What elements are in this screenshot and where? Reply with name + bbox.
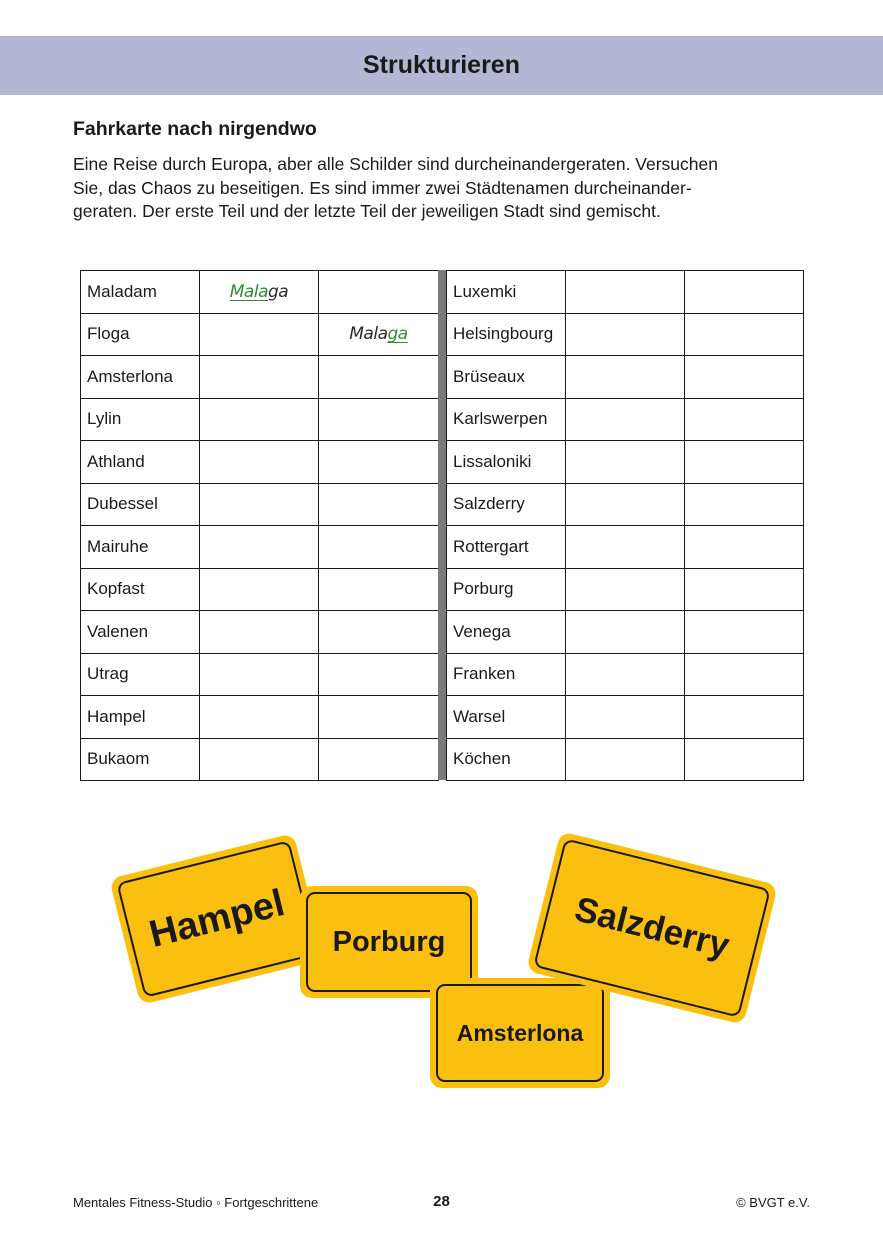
example-green-part: ga (387, 324, 408, 345)
answer-cell-second (685, 271, 804, 314)
scrambled-city-cell: Luxemki (447, 271, 566, 314)
table-row (447, 696, 804, 739)
answer-cell-first (566, 738, 685, 781)
scrambled-city-cell: Porburg (447, 568, 566, 611)
scrambled-city-cell: Bukaom (81, 738, 200, 781)
answer-cell-second (685, 356, 804, 399)
town-sign-label: Salzderry (533, 838, 771, 1017)
table-row (81, 356, 439, 399)
header-band (0, 36, 883, 95)
answer-cell-first (566, 313, 685, 356)
answer-cell-first (566, 696, 685, 739)
town-signs-illustration (0, 820, 883, 1100)
scrambled-city-cell: Brüseaux (447, 356, 566, 399)
answer-cell-second (685, 696, 804, 739)
scrambled-city-cell: Dubessel (81, 483, 200, 526)
exercise-subtitle: Fahrkarte nach nirgendwo (73, 118, 317, 140)
answer-cell-second (319, 356, 439, 399)
scrambled-city-cell: Amsterlona (81, 356, 200, 399)
answer-cell-second (685, 526, 804, 569)
exercise-instructions (73, 153, 813, 224)
example-green-part: Mala (229, 281, 268, 302)
table-row (447, 313, 804, 356)
answer-cell-first (566, 483, 685, 526)
answer-cell-second (685, 398, 804, 441)
answer-cell-second (685, 313, 804, 356)
answer-cell-first (566, 398, 685, 441)
scrambled-city-cell: Köchen (447, 738, 566, 781)
scrambled-city-cell: Valenen (81, 611, 200, 654)
scrambled-city-cell: Athland (81, 441, 200, 484)
table-row (81, 738, 439, 781)
town-sign-label: Amsterlona (436, 984, 604, 1082)
answer-cell-second (685, 441, 804, 484)
answer-cell-second (319, 526, 439, 569)
table-row (447, 526, 804, 569)
table-row (447, 271, 804, 314)
page-number: 28 (433, 1193, 450, 1210)
answer-cell-first (200, 526, 319, 569)
table-row (447, 398, 804, 441)
scrambled-city-cell: Karlswerpen (447, 398, 566, 441)
answer-cell-second (319, 441, 439, 484)
page-title: Strukturieren (363, 51, 520, 79)
scrambled-city-cell: Warsel (447, 696, 566, 739)
answer-cell-second (319, 483, 439, 526)
table-row (81, 696, 439, 739)
town-sign-label: Hampel (116, 840, 317, 998)
scrambled-city-cell: Salzderry (447, 483, 566, 526)
answer-cell-second (685, 611, 804, 654)
answer-cell-second (319, 611, 439, 654)
example-answer-malaga (319, 313, 439, 356)
table-row (81, 271, 439, 314)
answer-cell-first (200, 653, 319, 696)
answer-cell-first (566, 526, 685, 569)
scrambled-city-cell: Mairuhe (81, 526, 200, 569)
example-answer-malaga (200, 271, 319, 314)
answer-cell-second (319, 696, 439, 739)
scrambled-city-cell: Helsingbourg (447, 313, 566, 356)
answer-cell-first (566, 271, 685, 314)
answer-cell-first (566, 653, 685, 696)
scrambled-city-cell: Hampel (81, 696, 200, 739)
table-row (447, 441, 804, 484)
answer-cell-second (685, 568, 804, 611)
footer-series: Mentales Fitness-Studio ◦ Fortgeschrittene (73, 1195, 319, 1210)
answer-cell-first (200, 483, 319, 526)
answer-table-right (446, 270, 804, 781)
answer-cell-second (685, 738, 804, 781)
table-row (447, 653, 804, 696)
answer-cell-second (685, 483, 804, 526)
scrambled-city-cell: Franken (447, 653, 566, 696)
table-row (81, 526, 439, 569)
table-row (447, 611, 804, 654)
answer-cell-first (200, 313, 319, 356)
answer-cell-first (566, 568, 685, 611)
scrambled-city-cell: Floga (81, 313, 200, 356)
answer-table-left (80, 270, 439, 781)
answer-cell-first (200, 356, 319, 399)
table-row (447, 568, 804, 611)
footer-copyright: © BVGT e.V. (736, 1195, 810, 1210)
table-row (81, 611, 439, 654)
answer-cell-first (200, 611, 319, 654)
answer-cell-first (200, 441, 319, 484)
answer-cell-first (200, 738, 319, 781)
scrambled-city-cell: Venega (447, 611, 566, 654)
table-row (81, 653, 439, 696)
answer-cell-second (319, 653, 439, 696)
answer-cell-first (200, 568, 319, 611)
example-normal-part: ga (268, 281, 289, 302)
answer-cell-first (566, 611, 685, 654)
answer-cell-second (319, 271, 439, 314)
table-row (81, 398, 439, 441)
example-normal-part: Mala (349, 324, 388, 345)
scrambled-city-cell: Lylin (81, 398, 200, 441)
table-divider (438, 270, 446, 780)
answer-cell-second (319, 568, 439, 611)
scrambled-city-cell: Rottergart (447, 526, 566, 569)
answer-cell-first (566, 441, 685, 484)
instruction-line: Sie, das Chaos zu beseitigen. Es sind immer zwei Städtenamen durcheinander- (73, 177, 692, 198)
table-row (81, 483, 439, 526)
table-row (447, 483, 804, 526)
scrambled-city-cell: Maladam (81, 271, 200, 314)
town-sign-amsterlona (430, 978, 610, 1088)
scrambled-city-cell: Lissaloniki (447, 441, 566, 484)
table-row (447, 738, 804, 781)
scrambled-city-cell: Kopfast (81, 568, 200, 611)
answer-cell-first (200, 398, 319, 441)
table-row (81, 568, 439, 611)
scrambled-city-cell: Utrag (81, 653, 200, 696)
answer-cell-second (685, 653, 804, 696)
table-row (81, 313, 439, 356)
town-sign-label: Porburg (306, 892, 472, 992)
instruction-line: geraten. Der erste Teil und der letzte Teil der jeweiligen Stadt sind gemischt. (73, 201, 661, 221)
answer-cell-first (200, 696, 319, 739)
answer-grid (80, 270, 803, 780)
table-row (447, 356, 804, 399)
town-sign-hampel (109, 833, 325, 1005)
table-row (81, 441, 439, 484)
answer-cell-second (319, 738, 439, 781)
instruction-line: Eine Reise durch Europa, aber alle Schilder sind durcheinandergeraten. Versuchen (73, 154, 718, 174)
answer-cell-second (319, 398, 439, 441)
answer-cell-first (566, 356, 685, 399)
